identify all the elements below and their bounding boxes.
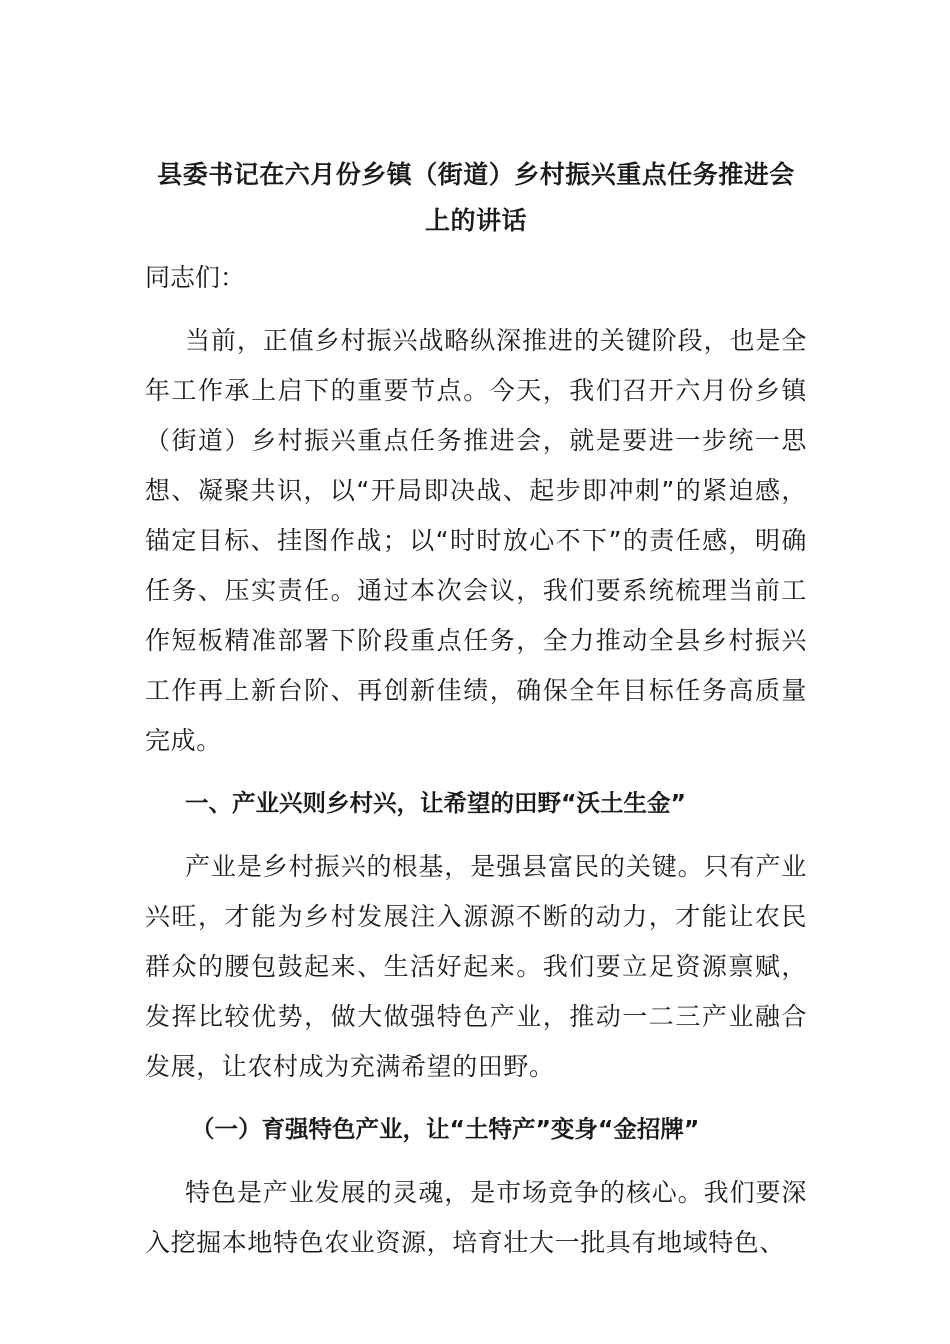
title-line-2: 上的讲话	[424, 206, 527, 235]
section-heading-1: 一、产业兴则乡村兴，让希望的田野“沃土生金”	[185, 789, 686, 817]
subsection-heading-1: （一）育强特色产业，让“土特产”变身“金招牌”	[191, 1115, 700, 1143]
subsection-1-paragraph: 特色是产业发展的灵魂，是市场竞争的核心。我们要深入挖掘本地特色农业资源，培育壮大一批具有地域特色、	[145, 1178, 807, 1257]
section-1-paragraph: 产业是乡村振兴的根基，是强县富民的关键。只有产业兴旺，才能为乡村发展注入源源不断的动力，才能让农民群众的腰包鼓起来、生活好起来。我们要立足资源禀赋，发挥比较优势，做大做强特色产业，推动一二三产业融合发展，让农村成为充满希望的田野。	[145, 852, 807, 1081]
document-body	[145, 152, 807, 1268]
title-line-1: 县委书记在六月份乡镇（街道）乡村振兴重点任务推进会	[157, 160, 795, 189]
document-title	[145, 152, 807, 244]
intro-paragraph: 当前，正值乡村振兴战略纵深推进的关键阶段，也是全年工作承上启下的重要节点。今天，我们召开六月份乡镇（街道）乡村振兴重点任务推进会，就是要进一步统一思想、凝聚共识，以“开局即决战、起步即冲刺”的紧迫感，锚定目标、挂图作战；以“时时放心不下”的责任感，明确任务、压实责任。通过本次会议，我们要系统梳理当前工作短板精准部署下阶段重点任务，全力推动全县乡村振兴工作再上新台阶、再创新佳绩，确保全年目标任务高质量完成。	[145, 326, 807, 755]
salutation: 同志们：	[145, 263, 246, 292]
